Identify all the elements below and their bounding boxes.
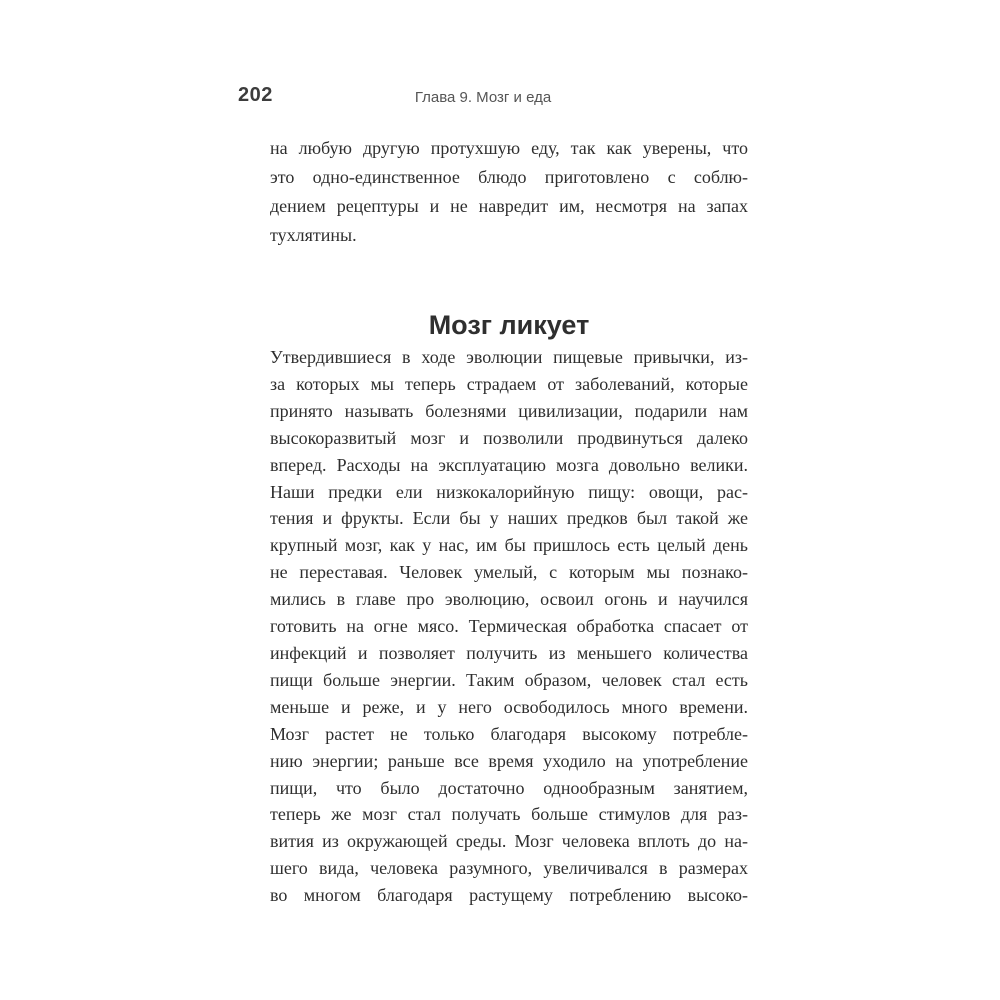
text-line: тения и фрукты. Если бы у наших предков был такой же <box>270 508 748 529</box>
text-line: крупный мозг, как у нас, им бы пришлось есть целый день <box>270 535 748 556</box>
paragraph-continuation <box>270 134 748 250</box>
text-line: инфекций и позволяет получить из меньшего количества <box>270 642 748 663</box>
text-line: за которых мы теперь страдаем от заболеваний, которые <box>270 373 748 394</box>
running-head: Глава 9. Мозг и еда <box>414 89 552 106</box>
text-line: во многом благодаря растущему потреблению высоко- <box>270 885 748 906</box>
text-line: шего вида, человека разумного, увеличивался в размерах <box>270 858 748 879</box>
text-line: мились в главе про эволюцию, освоил огонь и научился <box>270 589 748 610</box>
text-line: вперед. Расходы на эксплуатацию мозга довольно велики. <box>270 454 748 475</box>
text-line: пищи больше энергии. Таким образом, человек стал есть <box>270 669 748 690</box>
text-line: высокоразвитый мозг и позволили продвинуться далеко <box>270 427 748 448</box>
paragraph-brain-rejoices <box>270 344 748 909</box>
text-line: теперь же мозг стал получать больше стимулов для раз- <box>270 804 748 825</box>
text-line: меньше и реже, и у него освободилось много времени. <box>270 696 748 717</box>
text-line: Наши предки ели низкокалорийную пищу: овощи, рас- <box>270 481 748 502</box>
text-line: вития из окружающей среды. Мозг человека вплоть до на- <box>270 831 748 852</box>
text-line: дением рецептуры и не навредит им, несмотря на запах <box>270 196 748 216</box>
text-line: на любую другую протухшую еду, так как уверены, что <box>270 138 748 158</box>
text-line: это одно-единственное блюдо приготовлено с соблю- <box>270 167 748 187</box>
text-line: готовить на огне мясо. Термическая обработка спасает от <box>270 616 748 637</box>
text-line: Мозг растет не только благодаря высокому потребле- <box>270 723 748 744</box>
text-line: нию энергии; раньше все время уходило на употребление <box>270 750 748 771</box>
text-line: принято называть болезнями цивилизации, подарили нам <box>270 400 748 421</box>
page-number: 202 <box>238 84 273 106</box>
text-line: тухлятины. <box>270 225 357 245</box>
text-line: Утвердившиеся в ходе эволюции пищевые привычки, из- <box>270 347 748 367</box>
section-heading: Мозг ликует <box>428 310 590 341</box>
text-line: пищи, что было достаточно однообразным занятием, <box>270 777 748 798</box>
text-line: не переставая. Человек умелый, с которым мы познако- <box>270 562 748 583</box>
